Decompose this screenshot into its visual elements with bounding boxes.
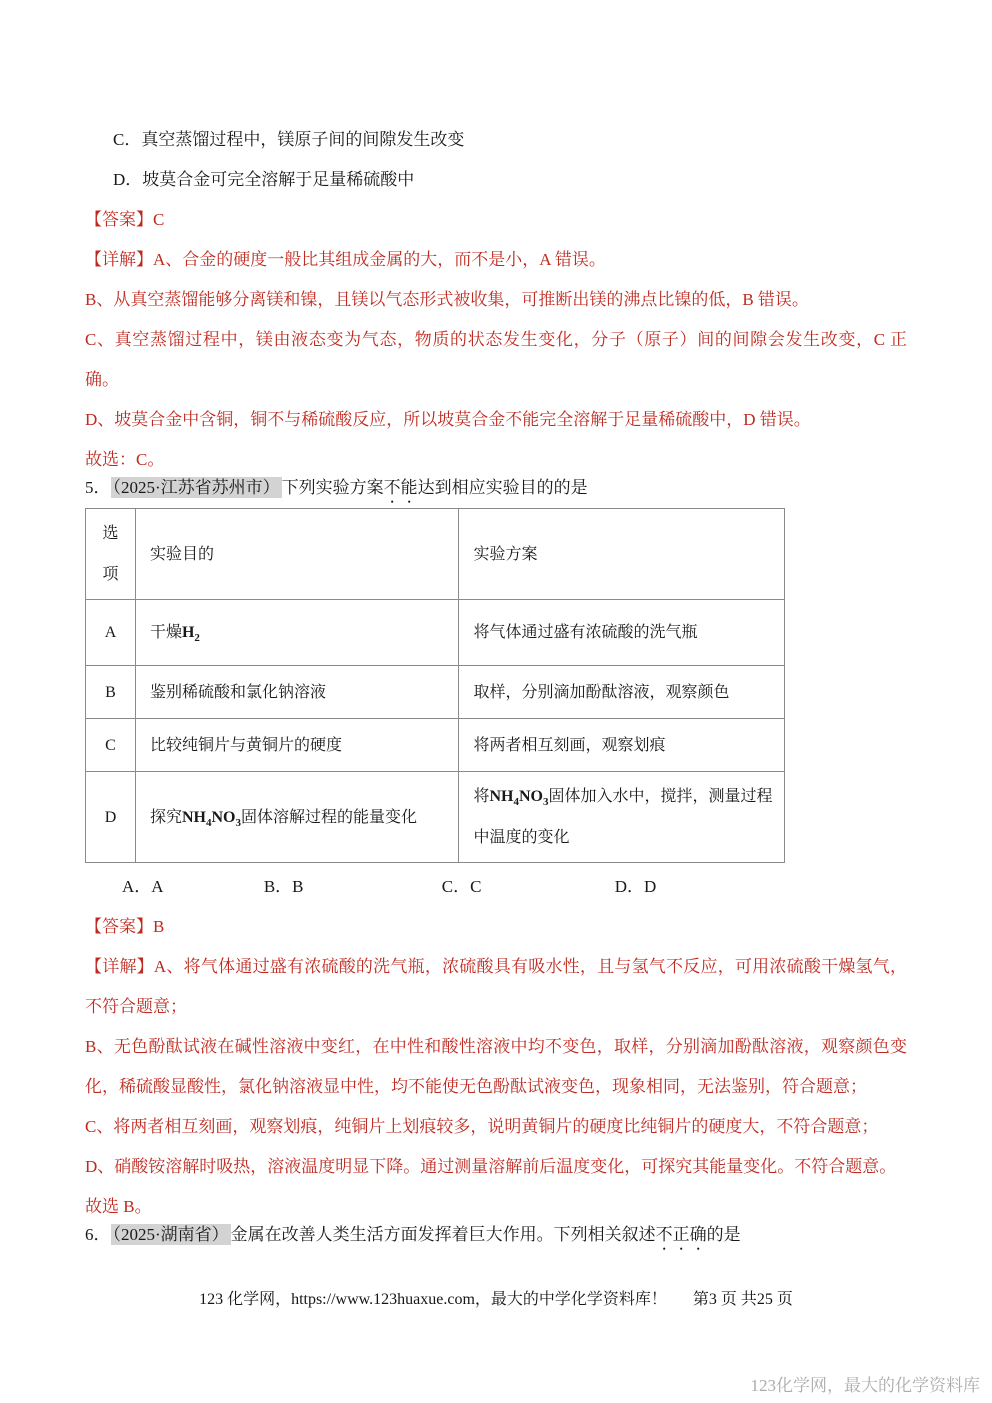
formula-subscript: 3 (235, 816, 241, 829)
scheme-cell (459, 772, 785, 863)
stem-emphasis: 不能 (383, 478, 418, 497)
q6-stem (85, 1215, 907, 1255)
choice-c: C．C (441, 877, 482, 896)
table-row (86, 719, 785, 772)
q5-choices (85, 867, 907, 907)
q4-detail-line-d: D、坡莫合金中含铜，铜不与稀硫酸反应，所以坡莫合金不能完全溶解于足量稀硫酸中，D 错误。 (85, 410, 811, 429)
choice-d: D．D (614, 877, 657, 896)
cell-text: 鉴别稀硫酸和氯化钠溶液 (149, 683, 326, 701)
answer-label: 【答案】 (85, 210, 153, 229)
purpose-cell (135, 719, 459, 772)
cell-text: 将 (473, 788, 490, 805)
q4-detail-line-a (85, 240, 907, 280)
table-row (86, 666, 785, 719)
question-source-highlight: （2025·湖南省） (112, 1225, 229, 1244)
q4-answer-line (85, 200, 907, 240)
cell-text: 探究 (149, 808, 182, 826)
detail-label: 【详解】 (85, 957, 154, 976)
choice-b: B．B (263, 877, 304, 896)
cell-text: H (181, 624, 195, 641)
purpose-cell (135, 772, 459, 863)
purpose-cell (135, 666, 459, 719)
footer-page-number: 第3 页 共25 页 (692, 1291, 793, 1308)
q5-detail-line-b: B、无色酚酞试液在碱性溶液中变红，在中性和酸性溶液中均不变色，取样，分别滴加酚酞溶液，观察颜色变化，稀硫酸显酸性，氯化钠溶液显中性，均不能使无色酚酞试液变色，现象相同，无法鉴别，符合题意； (85, 1037, 907, 1096)
choice-a: A．A (122, 877, 164, 896)
q4-conclusion: 故选：C。 (85, 450, 165, 469)
table-header-row (86, 509, 785, 600)
detail-label: 【详解】 (85, 250, 153, 269)
watermark-text: 123化学网，最大的化学资料库 (750, 1376, 980, 1395)
cell-text: 固体加入水中，搅拌，测量过程中温度的变化 (473, 788, 773, 846)
document-page (85, 0, 907, 1255)
option-cell: D (86, 772, 136, 863)
table-row (86, 772, 785, 863)
stem-text: 金属在改善人类生活方面发挥着巨大作用。下列相关叙述 (230, 1225, 656, 1244)
cell-text: NH (489, 788, 514, 805)
page-footer (0, 1288, 992, 1312)
detail-text: A、合金的硬度一般比其组成金属的大，而不是小，A 错误。 (153, 250, 606, 269)
option-cell: A (86, 600, 136, 666)
q4-detail-line-b: B、从真空蒸馏能够分离镁和镍，且镁以气态形式被收集，可推断出镁的沸点比镍的低，B 错误。 (85, 290, 809, 309)
cell-text: 比较纯铜片与黄铜片的硬度 (149, 736, 342, 754)
formula-subscript: 3 (542, 796, 549, 809)
q5-conclusion: 故选 B。 (85, 1197, 152, 1216)
q4-option-d: D．坡莫合金可完全溶解于足量稀硫酸中 (113, 170, 415, 189)
purpose-cell (135, 600, 459, 666)
question-number: 5． (85, 478, 111, 497)
cell-text: 将两者相互刻画，观察划痕 (473, 736, 666, 754)
stem-text: 的是 (706, 1225, 741, 1244)
stem-text: 达到相应实验目的的是 (417, 478, 588, 497)
scheme-cell (459, 719, 785, 772)
cell-text: 固体溶解过程的能量变化 (240, 808, 417, 826)
formula-subscript: 4 (513, 796, 519, 809)
scheme-cell (459, 600, 785, 666)
footer-site-info: 123 化学网，https://www.123huaxue.com，最大的中学化学资料库！ (199, 1291, 667, 1308)
detail-text: A、将气体通过盛有浓硫酸的洗气瓶，浓硫酸具有吸水性，且与氢气不反应，可用浓硫酸干燥氢气，不符合题意； (85, 957, 908, 1016)
table-row (86, 600, 785, 666)
option-cell: C (86, 719, 136, 772)
question-number: 6． (85, 1225, 111, 1244)
q5-experiment-table (85, 508, 785, 863)
stem-emphasis: 不正确 (655, 1225, 707, 1244)
q5-detail-line-a (85, 947, 907, 1027)
cell-text: 干燥 (149, 624, 182, 641)
stem-text: 下列实验方案 (281, 478, 384, 497)
cell-text: 将气体通过盛有浓硫酸的洗气瓶 (473, 624, 698, 641)
header-option: 选项 (86, 509, 136, 600)
header-scheme: 实验方案 (459, 509, 785, 600)
answer-value: C (153, 210, 165, 229)
header-purpose: 实验目的 (135, 509, 459, 600)
option-cell: B (86, 666, 136, 719)
cell-text: NO (518, 788, 543, 805)
answer-label: 【答案】 (85, 917, 153, 936)
answer-value: B (153, 917, 165, 936)
cell-text: NO (211, 808, 236, 826)
q5-detail-line-c: C、将两者相互刻画，观察划痕，纯铜片上划痕较多，说明黄铜片的硬度比纯铜片的硬度大，不符合题意； (85, 1117, 879, 1136)
q5-detail-line-d: D、硝酸铵溶解时吸热，溶液温度明显下降。通过测量溶解前后温度变化，可探究其能量变化。不符合题意。 (85, 1157, 897, 1176)
q4-detail-line-c: C、真空蒸馏过程中，镁由液态变为气态，物质的状态发生变化，分子（原子）间的间隙会发生改变，C 正确。 (85, 330, 907, 389)
question-source-highlight: （2025·江苏省苏州市） (112, 478, 280, 497)
formula-subscript: 2 (194, 632, 200, 645)
q5-answer-line (85, 907, 907, 947)
q4-option-c: C．真空蒸馏过程中，镁原子间的间隙发生改变 (113, 130, 465, 149)
formula-subscript: 4 (205, 816, 212, 829)
cell-text: NH (181, 808, 206, 826)
q5-stem (85, 468, 907, 508)
cell-text: 取样，分别滴加酚酞溶液，观察颜色 (473, 683, 730, 701)
scheme-cell (459, 666, 785, 719)
